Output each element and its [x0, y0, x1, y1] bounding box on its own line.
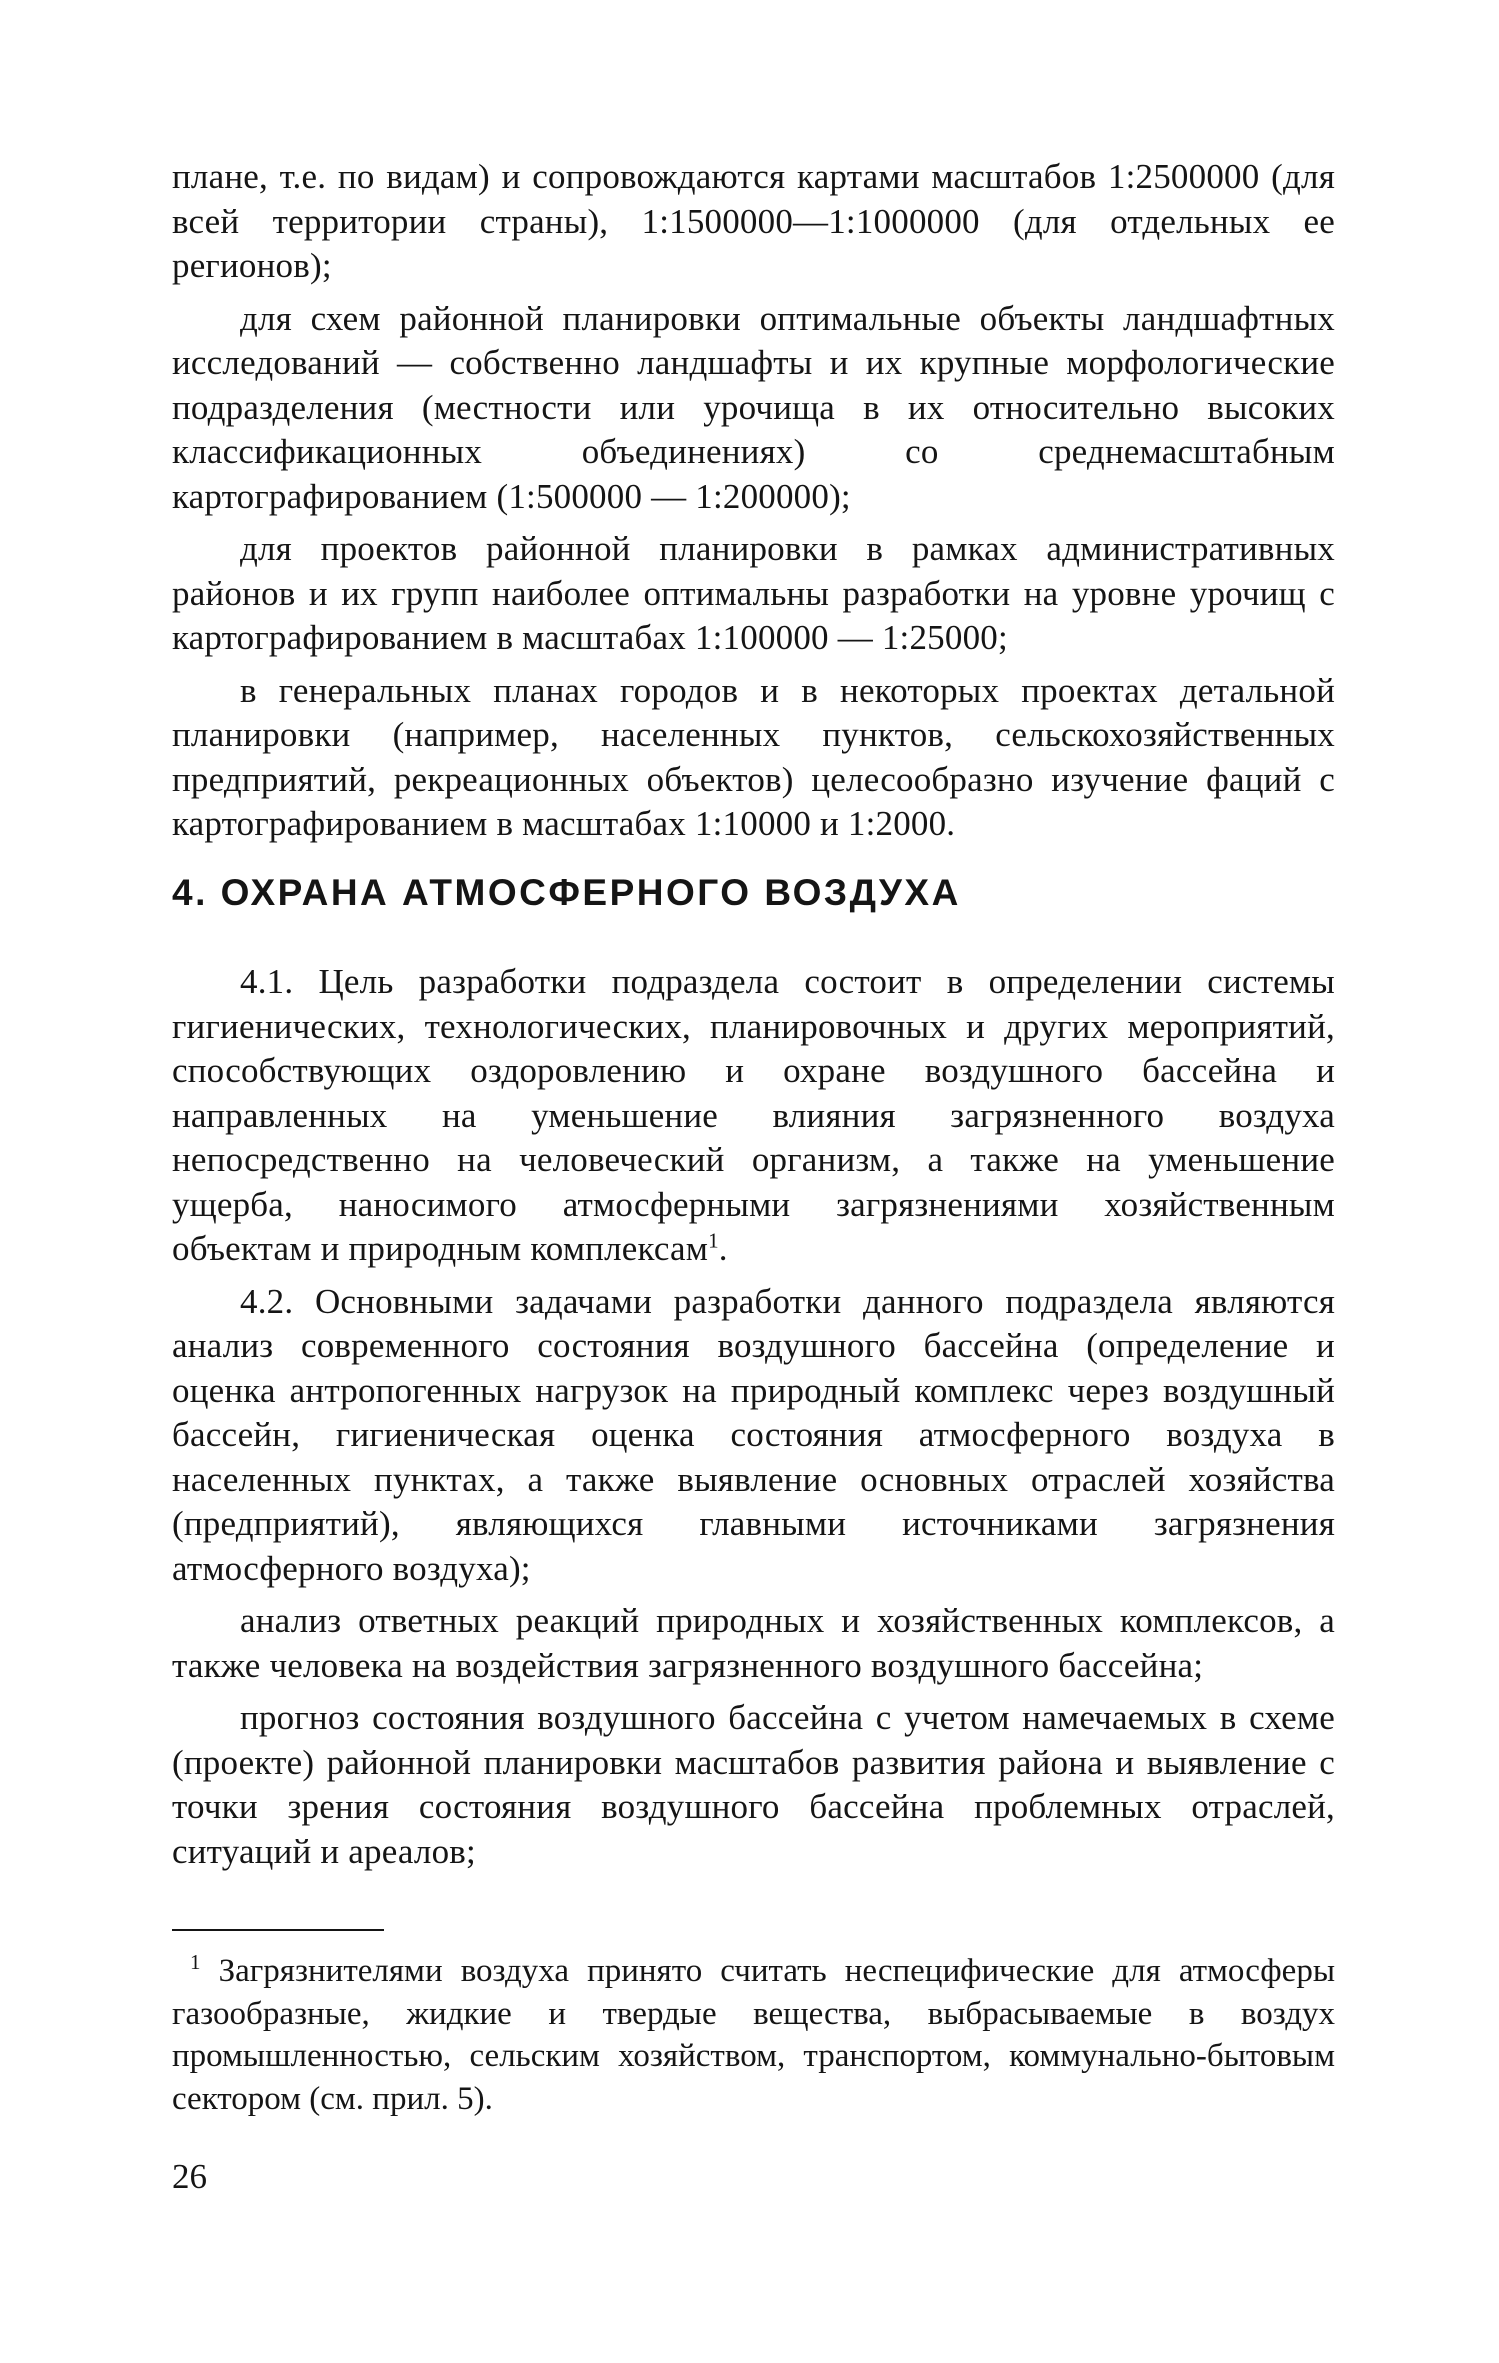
paragraph-4-2: 4.2. Основными задачами разработки данного подраздела являются анализ современного состояния воздушного бассейна (определение и оценка антропогенных нагрузок на природный комплекс через воздушный бассейн, гигиеническая оценка состояния атмосферного воздуха в населенных пунктах, а также выявление основных отраслей хозяйства (предприятий), являющихся главными источниками загрязнения атмосферного воздуха);: [172, 1281, 1335, 1588]
footnote-divider: [172, 1929, 384, 1931]
paragraph-continuation: плане, т.е. по видам) и сопровождаются картами масштабов 1:2500000 (для всей территории страны), 1:1500000—1:1000000 (для отдельных ее регионов);: [172, 157, 1335, 285]
section-text-block: [172, 960, 1335, 1874]
paragraph-forecast: прогноз состояния воздушного бассейна с учетом намечаемых в схеме (проекте) районной планировки масштабов развития района и выявление с точки зрения состояния воздушного бассейна проблемных отраслей, ситуаций и ареалов;: [172, 1698, 1335, 1871]
footnote-1: [172, 1950, 1335, 2120]
paragraph-4-1-end: .: [718, 1229, 728, 1268]
footnote-text: Загрязнителями воздуха принято считать неспецифические для атмосферы газообразные, жидкие и твердые вещества, выбрасываемые в воздух промышленностью, сельским хозяйством, транспортом, коммунально-бытовым сектором (см. прил. 5).: [172, 1953, 1336, 2117]
footnote-mark: 1: [190, 1950, 201, 1974]
page-number: 26: [172, 2157, 207, 2196]
paragraph-district-projects: для проектов районной планировки в рамках административных районов и их групп наиболее оптимальны разработки на уровне урочищ с картографированием в масштабах 1:100000 — 1:25000;: [172, 529, 1335, 657]
footnote-reference: 1: [708, 1228, 719, 1253]
paragraph-4-1-text: 4.1. Цель разработки подраздела состоит в определении системы гигиенических, технологических, планировочных и других мероприятий, способствующих оздоровлению и охране воздушного бассейна и направленных на уменьшение влияния загрязненного воздуха непосредственно на человеческий организм, а также на уменьшение ущерба, наносимого атмосферными загрязнениями хозяйственным объектам и природным комплексам: [172, 962, 1335, 1268]
section-heading: 4. ОХРАНА АТМОСФЕРНОГО ВОЗДУХА: [172, 872, 961, 913]
paragraph-response-analysis: анализ ответных реакций природных и хозяйственных комплексов, а также человека на воздействия загрязненного воздушного бассейна;: [172, 1601, 1335, 1685]
paragraph-4-1: [172, 960, 1335, 1272]
footnote-block: [172, 1950, 1335, 2120]
paragraph-general-plans: в генеральных планах городов и в некоторых проектах детальной планировки (например, населенных пунктов, сельскохозяйственных предприятий, рекреационных объектов) целесообразно изучение фаций с картографированием в масштабах 1:10000 и 1:2000.: [172, 670, 1335, 843]
paragraph-district-schemes: для схем районной планировки оптимальные объекты ландшафтных исследований — собственно ландшафты и их крупные морфологические подразделения (местности или урочища в их относительно высоких классификационных объединениях) со среднемасштабным картографированием (1:500000 — 1:200000);: [172, 298, 1335, 516]
top-text-block: [172, 155, 1335, 847]
